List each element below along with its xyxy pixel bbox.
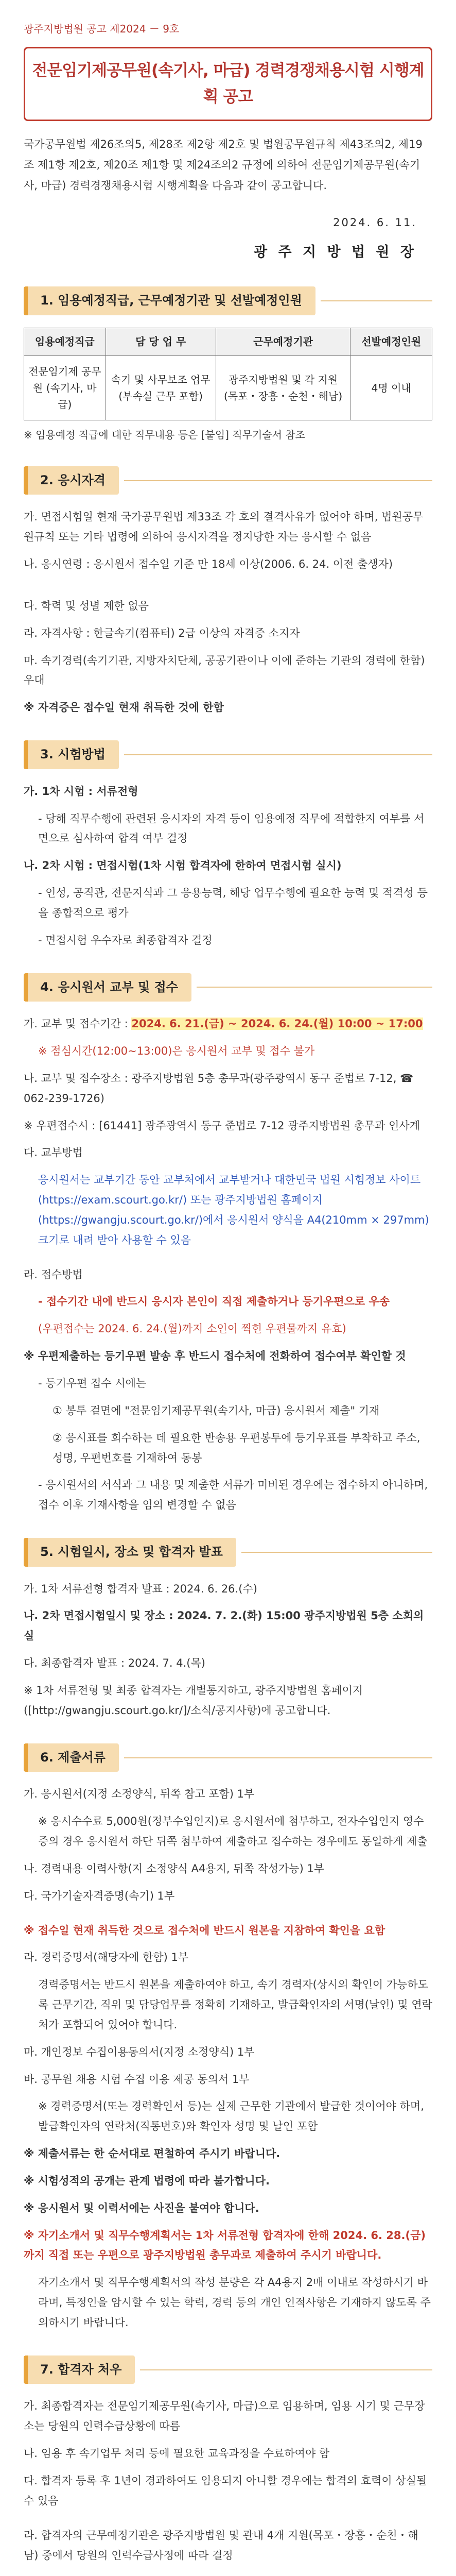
intro-text: 국가공무원법 제26조의5, 제28조 제2항 제2호 및 법원공무원규칙 제43조의2, 제19조 제1항 제2호, 제20조 제1항 및 제24조의2 규정에 의하여 전문임기제공무원(속기사, 마급) 경력경쟁채용시험 시행계획을 다음과 같이 공고합니다. bbox=[24, 138, 423, 192]
eligibility-c: 다. 학력 및 성별 제한 없음 bbox=[24, 599, 149, 612]
cell-duty: 속기 및 사무보조 업무 (부속실 근무 포함) bbox=[106, 355, 216, 420]
section-2-title: 2. 응시자격 bbox=[24, 466, 119, 495]
phone-confirm-note: ※ 우편제출하는 등기우편 발송 후 반드시 접수처에 전화하여 접수여부 확인할 것 bbox=[24, 1350, 406, 1363]
exam-stage-2-detail: - 인성, 공직관, 전문지식과 그 응용능력, 해당 업무수행에 필요한 능력 및 적격성 등을 종합적으로 평가 bbox=[38, 887, 428, 919]
docs-fee-note: ※ 응시수수료 5,000원(정부수입인지)로 응시원서에 첨부하고, 전자수입인지 영수증의 경우 응시원서 하단 뒤쪽 첨부하여 제출하고 접수하는 경우에도 동일하게 제출 bbox=[38, 1815, 428, 1848]
docs-n bbox=[24, 2226, 432, 2266]
section-divider bbox=[124, 1757, 432, 1758]
schedule-c: 다. 최종합격자 발표 : 2024. 7. 4.(목) bbox=[24, 1657, 205, 1670]
submission-method: - 접수기간 내에 반드시 응시자 본인이 직접 제출하거나 등기우편으로 우송 bbox=[38, 1295, 390, 1308]
docs-n-text: ※ 자기소개서 및 직무수행계획서는 1차 서류전형 합격자에 한해 2024. 6. 28.(금)까지 직접 또는 우편으로 광주지방법원 총무과로 제출하여 주시기 바랍니다. bbox=[24, 2229, 426, 2262]
application-period bbox=[24, 1014, 432, 1034]
mail-address: ※ 우편접수시 : [61441] 광주광역시 동구 준법로 7-12 광주지방법원 총무과 인사계 bbox=[24, 1119, 420, 1132]
notice-date: 2024. 6. 11. bbox=[333, 216, 417, 229]
notice-number: 광주지방법원 공고 제2024 － 9호 bbox=[24, 23, 180, 35]
exam-stage-1: 가. 1차 시험 : 서류전형 bbox=[24, 785, 138, 798]
exam-stage-1-detail: - 당해 직무수행에 관련된 응시자의 자격 등이 임용예정 직무에 적합한지 여부를 서면으로 심사하여 합격 여부 결정 bbox=[38, 812, 425, 845]
docs-i: 바. 공무원 채용 시험 수집 이용 제공 동의서 1부 bbox=[24, 2073, 250, 2086]
treatment-a: 가. 최종합격자는 전문임기제공무원(속기사, 마급)으로 임용하며, 임용 시기 및 근무장소는 당원의 인력수급상황에 따름 bbox=[24, 2400, 425, 2433]
docs-original-note: ※ 접수일 현재 취득한 것으로 접수처에 반드시 원본을 지참하여 확인을 요함 bbox=[24, 1924, 385, 1937]
docs-l: ※ 시험성적의 공개는 관계 법령에 따라 불가합니다. bbox=[24, 2174, 270, 2187]
col-duty: 담 당 업 무 bbox=[106, 328, 216, 355]
section-6-title: 6. 제출서류 bbox=[24, 1743, 119, 1772]
section-divider bbox=[197, 987, 432, 988]
application-period-label: 가. 교부 및 접수기간 : bbox=[24, 1018, 132, 1030]
postmark-note: (우편접수는 2024. 6. 24.(월)까지 소인이 찍힌 우편물까지 유효) bbox=[38, 1323, 346, 1335]
section-1-header bbox=[24, 286, 432, 315]
docs-k: ※ 제출서류는 한 순서대로 편철하여 주시기 바랍니다. bbox=[24, 2147, 280, 2160]
col-count: 선발예정인원 bbox=[350, 328, 432, 355]
treatment-c: 다. 합격자 등록 후 1년이 경과하여도 임용되지 아니할 경우에는 합격의 효력이 상실될 수 있음 bbox=[24, 2474, 427, 2507]
registered-mail-label: - 등기우편 접수 시에는 bbox=[38, 1377, 147, 1389]
section-4-title: 4. 응시원서 교부 및 접수 bbox=[24, 973, 191, 1002]
docs-o: 자기소개서 및 직무수행계획서의 작성 분량은 각 A4용지 2매 이내로 작성하시기 바라며, 특정인을 암시할 수 있는 학력, 경력 등의 개인 인적사항은 기재하지 않도록 주의하시기 바랍니다. bbox=[38, 2276, 431, 2329]
distribution-method: 응시원서는 교부기간 동안 교부처에서 교부받거나 대한민국 법원 시험정보 사이트(https://exam.scourt.go.kr/) 또는 광주지방법원 홈페이지(https://gwangju.scourt.go.kr/)에서 응시원서 양식을 A4(210mm × 297mm) 크기로 내려 받아 사용할 수 있음 bbox=[38, 1174, 429, 1246]
col-grade: 임용예정직급 bbox=[24, 328, 106, 355]
section-3-header bbox=[24, 740, 432, 769]
cell-office: 광주지방법원 및 각 지원 (목포・장흥・순천・해남) bbox=[216, 355, 350, 420]
application-period-value: 2024. 6. 21.(금) ~ 2024. 6. 24.(월) 10:00 ~ 17:00 bbox=[131, 1018, 423, 1030]
exam-stage-2: 나. 2차 시험 : 면접시험(1차 시험 합격자에 한하여 면접시험 실시) bbox=[24, 859, 342, 872]
docs-career-detail-text: 경력증명서는 반드시 원본을 제출하여야 하고, 속기 경력자(상시의 확인이 가능하도록 근무기간, 직위 및 담당업무를 정확히 기재하고, 발급확인자의 서명(날인) 및 연락처가 포함되어 있어야 합니다. bbox=[38, 1978, 432, 2031]
eligibility-e: 마. 속기경력(속기기관, 지방자치단체, 공공기관이나 이에 준하는 기관의 경력에 한함)우대 bbox=[24, 654, 425, 687]
section-divider bbox=[124, 754, 432, 755]
section-divider bbox=[321, 300, 432, 301]
docs-f: 라. 경력증명서(해당자에 한함) 1부 bbox=[24, 1951, 189, 1964]
docs-a: 가. 응시원서(지정 소정양식, 뒤쪽 참고 포함) 1부 bbox=[24, 1788, 255, 1801]
section-6-header bbox=[24, 1743, 432, 1772]
table-row bbox=[24, 355, 432, 420]
registered-mail-step-1: ① 봉투 겉면에 "전문임기제공무원(속기사, 마급) 응시원서 제출" 기재 bbox=[52, 1404, 380, 1417]
cell-grade: 전문임기제 공무원 (속기사, 마급) bbox=[24, 355, 106, 420]
job-table bbox=[24, 328, 432, 420]
section-7-header bbox=[24, 2355, 432, 2384]
docs-m: ※ 응시원서 및 이력서에는 사진을 붙여야 합니다. bbox=[24, 2201, 259, 2214]
docs-career-detail bbox=[24, 1975, 432, 2035]
treatment-b: 나. 임용 후 속기업무 처리 등에 필요한 교육과정을 수료하여야 함 bbox=[24, 2447, 330, 2460]
registered-mail-step-2: ② 응시표를 회수하는 데 필요한 반송용 우편봉투에 등기우표를 부착하고 주소, 성명, 우편번호를 기재하여 동봉 bbox=[52, 1431, 420, 1464]
section-divider bbox=[124, 480, 432, 481]
treatment-d: 라. 합격자의 근무예정기관은 광주지방법원 및 관내 4개 지원(목포・장흥・순천・해남) 중에서 당원의 인력수급사정에 따라 결정 bbox=[24, 2529, 418, 2562]
eligibility-a: 가. 면접시험일 현재 국가공무원법 제33조 각 호의 결격사유가 없어야 하며, 법원공무원규칙 또는 기타 법령에 의하여 응시자격을 정지당한 자는 응시할 수 없음 bbox=[24, 511, 424, 544]
col-office: 근무예정기관 bbox=[216, 328, 350, 355]
incomplete-note: - 응시원서의 서식과 그 내용 및 제출한 서류가 미비된 경우에는 접수하지 아니하며, 접수 이후 기재사항을 임의 변경할 수 없음 bbox=[38, 1479, 428, 1512]
docs-c: 나. 경력내용 이력사항(지 소정양식 A4용지, 뒤쪽 작성가능) 1부 bbox=[24, 1862, 325, 1875]
schedule-note: ※ 1차 서류전형 및 최종 합격자는 개별통지하고, 광주지방법원 홈페이지([http://gwangju.scourt.go.kr/]/소식/공지사항)에 공고합니다. bbox=[24, 1684, 363, 1717]
docs-h: 마. 개인정보 수집이용동의서(지정 소정양식) 1부 bbox=[24, 2045, 255, 2058]
issuer-name: 광 주 지 방 법 원 장 bbox=[254, 244, 417, 260]
eligibility-d: 라. 자격사항 : 한글속기(컴퓨터) 2급 이상의 자격증 소지자 bbox=[24, 626, 300, 639]
schedule-b: 나. 2차 면접시험일시 및 장소 : 2024. 7. 2.(화) 15:00 광주지방법원 5층 소회의실 bbox=[24, 1609, 424, 1642]
page-title: 전문임기제공무원(속기사, 마급) 경력경쟁채용시험 시행계획 공고 bbox=[32, 61, 424, 107]
section-1-title: 1. 임용예정직급, 근무예정기관 및 선발예정인원 bbox=[24, 286, 315, 315]
docs-d: 다. 국가기술자격증명(속기) 1부 bbox=[24, 1889, 175, 1902]
schedule-a: 가. 1차 서류전형 합격자 발표 : 2024. 6. 26.(수) bbox=[24, 1582, 257, 1595]
application-place: 나. 교부 및 접수장소 : 광주지방법원 5층 총무과(광주광역시 동구 준법로 7-12, ☎ 062-239-1726) bbox=[24, 1072, 414, 1105]
section-2-header bbox=[24, 466, 432, 495]
section-3-title: 3. 시험방법 bbox=[24, 740, 119, 769]
eligibility-b: 나. 응시연령 : 응시원서 접수일 기준 만 18세 이상(2006. 6. 24. 이전 출생자) bbox=[24, 558, 393, 571]
distribution-method-label: 다. 교부방법 bbox=[24, 1146, 83, 1159]
title-box bbox=[24, 47, 432, 121]
docs-j: ※ 경력증명서(또는 경력확인서 등)는 실제 근무한 기관에서 발급한 것이어야 하며, 발급확인자의 연락처(직통번호)와 확인자 성명 및 날인 포함 bbox=[38, 2100, 424, 2133]
lunch-note: ※ 점심시간(12:00~13:00)은 응시원서 교부 및 접수 불가 bbox=[38, 1045, 315, 1058]
table-note: ※ 임용예정 직급에 대한 직무내용 등은 [붙임] 직무기술서 참조 bbox=[24, 428, 305, 441]
exam-stage-2-final: - 면접시험 우수자로 최종합격자 결정 bbox=[38, 934, 213, 946]
job-table-header-row bbox=[24, 328, 432, 355]
section-divider bbox=[241, 1552, 432, 1553]
section-5-title: 5. 시험일시, 장소 및 합격자 발표 bbox=[24, 1538, 236, 1567]
submission-method-label: 라. 접수방법 bbox=[24, 1268, 83, 1281]
eligibility-note: ※ 자격증은 접수일 현재 취득한 것에 한함 bbox=[24, 701, 224, 714]
section-7-title: 7. 합격자 처우 bbox=[24, 2355, 135, 2384]
section-4-header bbox=[24, 973, 432, 1002]
cell-count: 4명 이내 bbox=[350, 355, 432, 420]
section-divider bbox=[140, 2369, 432, 2370]
section-5-header bbox=[24, 1538, 432, 1567]
